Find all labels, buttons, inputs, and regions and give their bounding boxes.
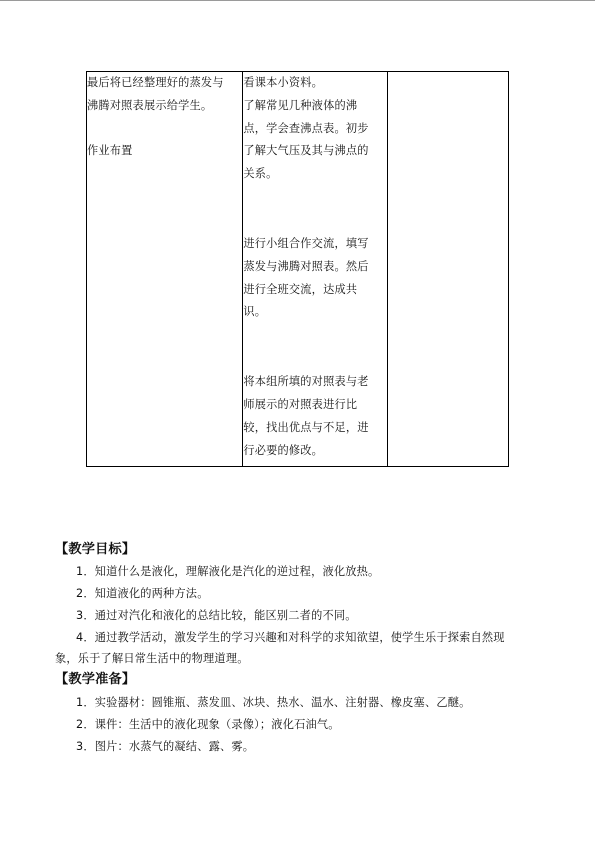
teacher-activity-cell [87, 72, 243, 467]
teaching-objectives-heading: 【教学目标】 [55, 542, 136, 557]
teacher-line-2: 沸腾对照表展示给学生。 [87, 98, 213, 112]
student-block-2-line-3: 进行全班交流，达成共 [243, 282, 358, 296]
student-block-1-line-3: 了解大气压及其与沸点的 [243, 144, 369, 158]
student-block-1-line-1: 了解常见几种液体的沸 [243, 98, 358, 112]
design-intent-cell [387, 72, 508, 467]
top-border-line [0, 0, 595, 1]
student-block-2-line-4: 识。 [243, 305, 267, 319]
homework-label: 作业布置 [87, 143, 133, 157]
teacher-gap [87, 118, 242, 140]
preparation-item-1: 1．实验器材：圆锥瓶、蒸发皿、冰块、热水、温水、注射器、橡皮塞、乙醚。 [76, 696, 471, 709]
student-block-3-line-3: 较，找出优点与不足，进 [243, 420, 369, 434]
student-block-3-line-4: 行必要的修改。 [243, 443, 324, 457]
preparation-item-3: 3．图片：水蒸气的凝结、露、雾。 [76, 740, 255, 753]
student-block-1 [243, 95, 386, 186]
student-line-1: 看课本小资料。 [243, 76, 324, 89]
preparation-item-2: 2．课件：生活中的液化现象（录像）；液化石油气。 [76, 718, 340, 731]
objective-item-1: 1．知道什么是液化，理解液化是汽化的逆过程，液化放热。 [76, 565, 380, 578]
lesson-table [86, 71, 509, 467]
table-row [87, 72, 509, 467]
teaching-preparation-heading: 【教学准备】 [55, 672, 136, 687]
student-block-1-line-4: 关系。 [243, 167, 278, 181]
objective-item-4-continued: 象，乐于了解日常生活中的物理道理。 [55, 652, 249, 665]
student-gap-2 [243, 324, 386, 371]
student-block-2-line-2: 蒸发与沸腾对照表。然后 [243, 259, 369, 273]
student-block-2-line-1: 进行小组合作交流，填写 [243, 236, 369, 250]
student-activity-cell [243, 72, 387, 467]
student-gap-1 [243, 186, 386, 233]
student-block-3-line-2: 师展示的对照表进行比 [243, 397, 358, 411]
student-block-3-line-1: 将本组所填的对照表与老 [243, 375, 369, 389]
student-block-3 [243, 371, 386, 462]
teacher-line-1: 最后将已经整理好的蒸发与 [87, 76, 224, 89]
student-block-1-line-2: 点，学会查沸点表。初步 [243, 121, 369, 135]
objective-item-4: 4．通过教学活动，激发学生的学习兴趣和对科学的求知欲望，使学生乐于探索自然现 [76, 631, 505, 644]
objective-item-2: 2．知道液化的两种方法。 [76, 587, 209, 600]
objective-item-3: 3．通过对汽化和液化的总结比较，能区别二者的不同。 [76, 609, 357, 622]
student-block-2 [243, 233, 386, 324]
